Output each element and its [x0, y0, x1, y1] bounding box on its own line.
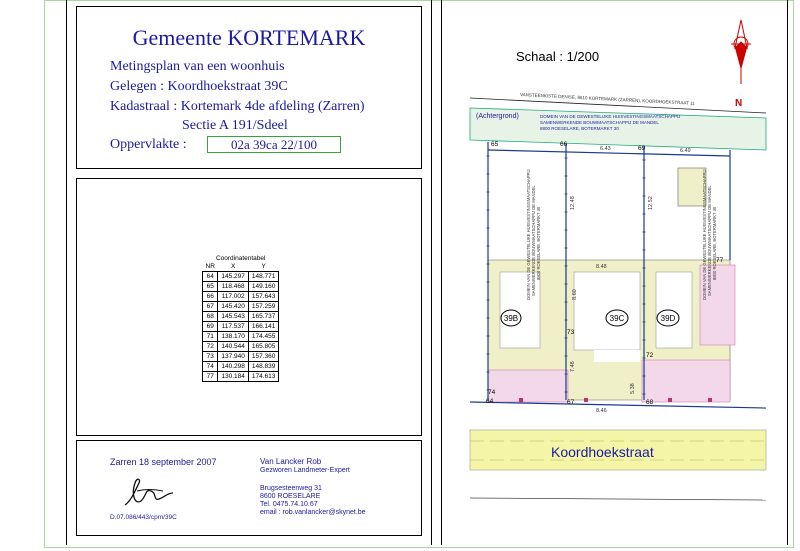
cell-nr: 74 — [203, 362, 218, 372]
col-header-x: X — [230, 263, 236, 270]
cell-y: 157.643 — [248, 292, 279, 302]
cell-x: 145.297 — [218, 272, 249, 282]
house-39b-marker — [501, 310, 521, 326]
address-city: 8600 ROESELARE — [260, 493, 321, 500]
domain-left-line2: SAMENWERKENDE BOUWMAATSCHAPPIJ DE MANDEL — [531, 185, 536, 296]
cell-nr: 72 — [203, 342, 218, 352]
cell-y: 148.839 — [248, 362, 279, 372]
dim-top-right: 6.49 — [680, 148, 691, 154]
point-65: 65 — [491, 141, 499, 148]
cell-x: 117.537 — [218, 322, 249, 332]
cell-nr: 73 — [203, 352, 218, 362]
cell-nr: 67 — [203, 302, 218, 312]
street-label: Koordhoekstraat — [551, 444, 654, 460]
cell-y: 157.259 — [248, 302, 279, 312]
dim-garden-right: 12.52 — [648, 196, 654, 210]
cell-x: 140.298 — [218, 362, 249, 372]
cell-nr: 68 — [203, 312, 218, 322]
cell-y: 165.737 — [248, 312, 279, 322]
domain-right-line3: 8800 ROESELARE, BOTERMARKT 30 — [712, 206, 717, 280]
north-label: N — [735, 98, 743, 109]
cell-y: 157.360 — [248, 352, 279, 362]
dim-house-width: 8.48 — [596, 264, 607, 270]
cell-x: 138.170 — [218, 332, 249, 342]
section-line: Sectie A 191/Sdeel — [182, 118, 288, 133]
house-39c-label: 39C — [609, 314, 625, 323]
drawing-reference: D.07.086/443/cpm/39C — [110, 514, 177, 521]
cell-nr: 65 — [203, 282, 218, 292]
north-arrow-icon — [731, 20, 751, 84]
col-header-nr: NR — [205, 263, 215, 270]
cell-x: 137.940 — [218, 352, 249, 362]
dim-front-left: 7.48 — [570, 361, 576, 372]
house-39d-marker — [657, 310, 679, 326]
coordinate-table-title: Coordinatentabel — [215, 255, 266, 262]
plan-type: Metingsplan van een woonhuis — [110, 59, 285, 74]
surveyor-title: Gezworen Landmeter-Expert — [260, 467, 350, 474]
location-line: Gelegen : Koordhoekstraat 39C — [110, 79, 288, 94]
cell-y: 174.455 — [248, 332, 279, 342]
cell-y: 174.613 — [248, 372, 279, 382]
place-date: Zarren 18 september 2007 — [110, 457, 217, 467]
domain-left-line1: DOMEIN VAN DE GEWESTELIJKE HUISVESTINGSMAATSCHAPPIJ — [526, 169, 531, 300]
cell-x: 140.544 — [218, 342, 249, 352]
backyard-label: (Achtergrond) — [476, 113, 519, 120]
cell-nr: 64 — [203, 272, 218, 282]
cell-nr: 77 — [203, 372, 218, 382]
cell-x: 118.468 — [218, 282, 249, 292]
dim-left-depth: 8.60 — [572, 289, 578, 300]
cell-x: 145.543 — [218, 312, 249, 322]
cell-x: 117.002 — [218, 292, 249, 302]
cell-nr: 69 — [203, 322, 218, 332]
point-68: 68 — [646, 399, 654, 406]
cell-y: 148.771 — [248, 272, 279, 282]
cell-x: 130.184 — [218, 372, 249, 382]
email: email : rob.vanlancker@skynet.be — [260, 509, 366, 516]
cell-x: 145.420 — [218, 302, 249, 312]
address-street: Brugsesteenweg 31 — [260, 485, 322, 492]
cell-nr: 66 — [203, 292, 218, 302]
cell-nr: 71 — [203, 332, 218, 342]
domain-top-line1: DOMEIN VAN DE GEWESTELIJKE HUISVESTINGSMAATSCHAPPIJ — [540, 114, 681, 119]
domain-top-line3: 8800 ROESELARE, BOTERMARKT 30 — [540, 126, 619, 131]
col-header-y: Y — [261, 263, 266, 270]
point-73: 73 — [567, 329, 575, 336]
scale-label: Schaal : 1/200 — [516, 49, 600, 64]
house-39b-label: 39B — [503, 314, 519, 323]
area-label: Oppervlakte : — [110, 137, 187, 152]
dim-front-width: 8.46 — [596, 408, 607, 414]
house-39c-marker — [606, 310, 628, 326]
house-39d-label: 39D — [660, 314, 676, 323]
point-69: 69 — [638, 145, 646, 152]
point-67: 67 — [567, 399, 575, 406]
point-77: 77 — [716, 257, 724, 264]
surveyor-name: Van Lancker Rob — [260, 457, 322, 466]
domain-left-line3: 8800 ROESELARE, BOTERMARKT 30 — [536, 206, 541, 280]
area-value: 02a 39ca 22/100 — [207, 136, 341, 153]
dim-top-left: 6.43 — [600, 146, 611, 152]
point-74: 74 — [488, 389, 496, 396]
domain-top-line2: SAMENWERKENDE BOUWMAATSCHAPPIJ DE MANDEL — [540, 120, 659, 125]
dim-garden-left: 12.48 — [570, 196, 576, 210]
point-72: 72 — [646, 352, 654, 359]
dim-front-right: 5.38 — [630, 383, 636, 394]
cell-y: 149.160 — [248, 282, 279, 292]
cell-y: 166.141 — [248, 322, 279, 332]
top-neighbor-label: VANSTEENKISTE DENISE, 8610 KORTEMARK (ZARREN), KOORDHOEKSTRAAT 11 — [519, 92, 695, 106]
point-64: 64 — [486, 398, 494, 405]
cell-y: 165.805 — [248, 342, 279, 352]
domain-right-line2: SAMENWERKENDE BOUWMAATSCHAPPIJ DE MANDEL — [707, 185, 712, 296]
municipality-title: Gemeente KORTEMARK — [132, 25, 366, 50]
phone: Tel. 0475.74.10.67 — [260, 501, 318, 508]
cadastre-line: Kadastraal : Kortemark 4de afdeling (Zarren) — [110, 99, 365, 114]
domain-right-line1: DOMEIN VAN DE GEWESTELIJKE HUISVESTINGSMAATSCHAPPIJ — [702, 169, 707, 300]
point-66: 66 — [560, 141, 568, 148]
